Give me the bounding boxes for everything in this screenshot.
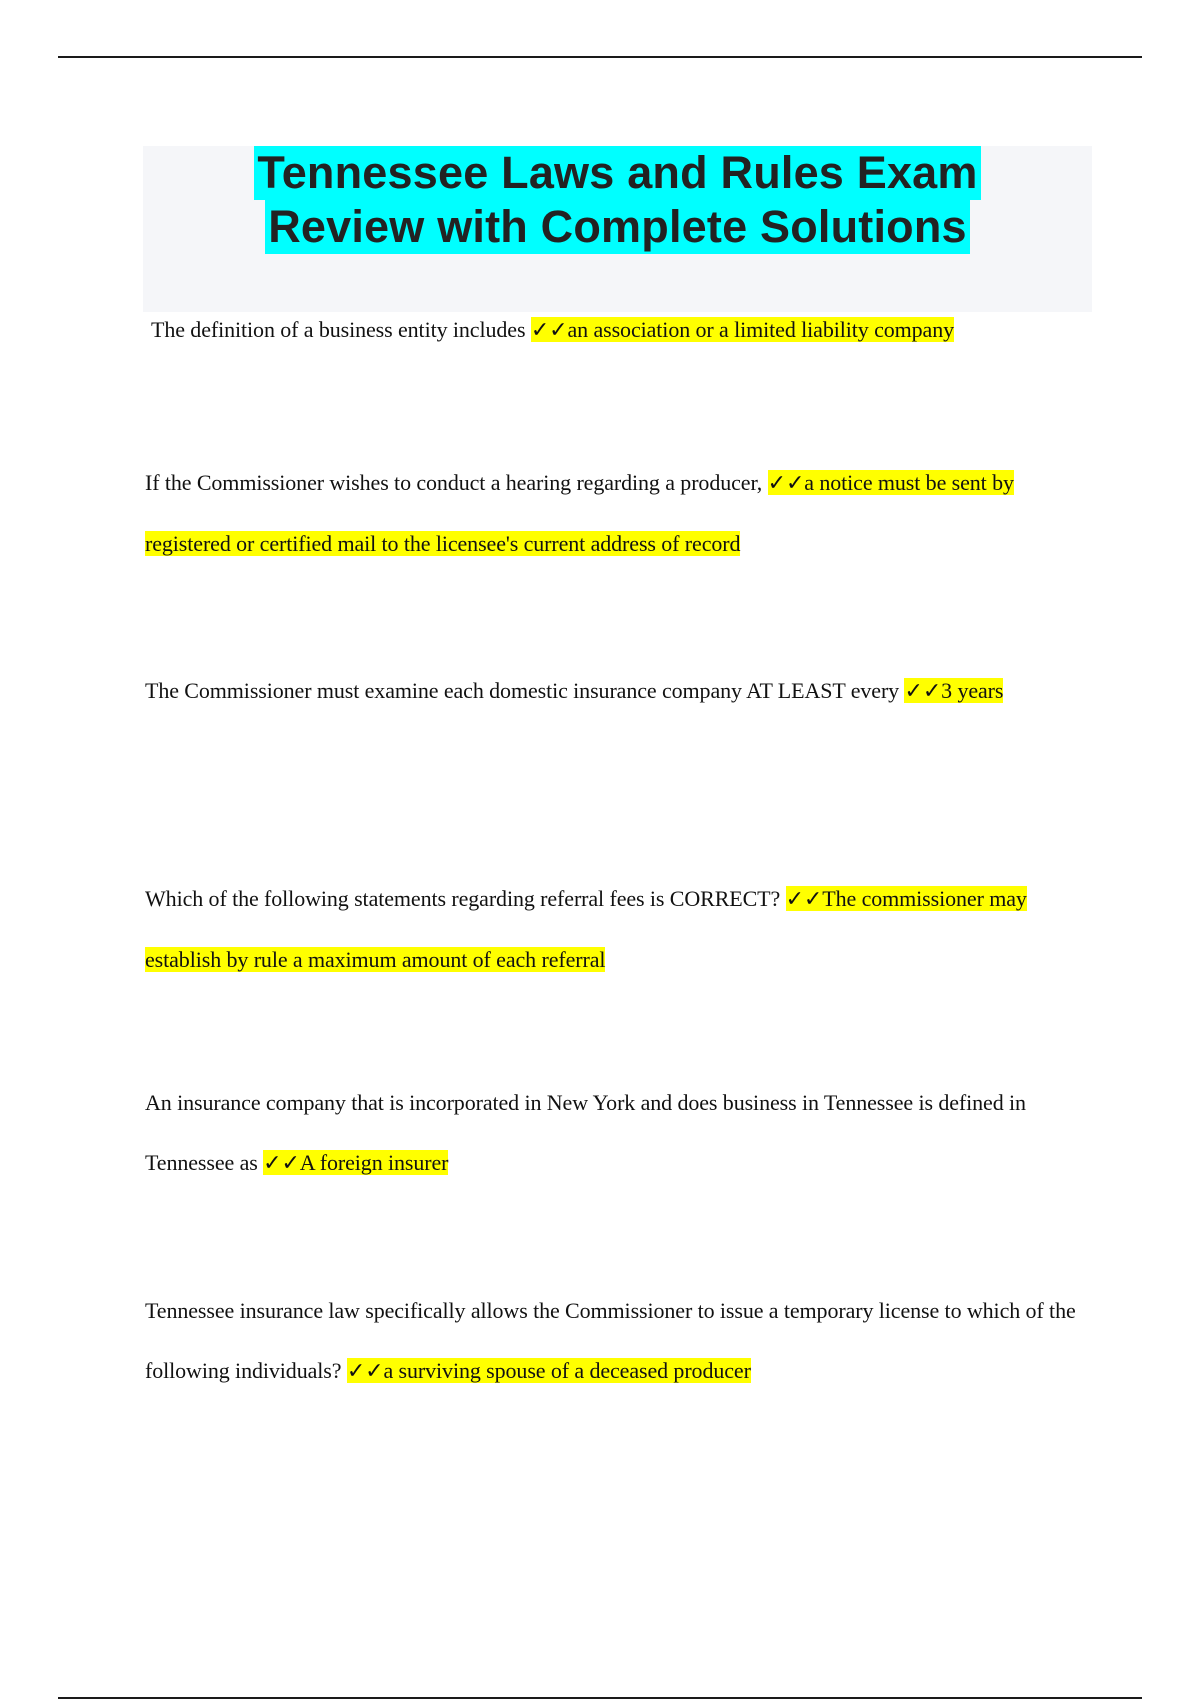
document-title-line-2: Review with Complete Solutions [265,200,970,254]
answer-highlight [531,317,954,342]
document-title-line-1: Tennessee Laws and Rules Exam [254,146,980,200]
answer-highlight [347,1358,751,1383]
double-check-icon: ✓✓ [263,1151,300,1176]
answer-text: A foreign insurer [299,1150,449,1175]
qa-item-4 [145,869,1085,990]
qa-item-2 [145,453,1085,574]
bottom-rule [58,1697,1142,1699]
question-text: An insurance company that is incorporated in New York and does business in Tennessee is defined in Tennessee as [145,1090,1026,1175]
question-text: Tennessee insurance law specifically allows the Commissioner to issue a temporary license to which of the following individuals? [145,1298,1076,1383]
double-check-icon: ✓✓ [904,679,942,704]
question-text: If the Commissioner wishes to conduct a hearing regarding a producer, [145,470,763,495]
answer-text: a notice must be sent by registered or certified mail to the licensee's current address of record [145,470,1014,556]
qa-item-5 [145,1073,1085,1194]
top-rule [58,56,1142,58]
title-block [143,146,1092,312]
double-check-icon: ✓✓ [346,1359,384,1384]
answer-text: an association or a limited liability company [567,317,955,342]
question-text: Which of the following statements regarding referral fees is CORRECT? [145,886,781,911]
answer-text: a surviving spouse of a deceased producer [383,1358,751,1383]
double-check-icon: ✓✓ [530,318,568,343]
qa-item-3 [145,661,1085,722]
question-text: The Commissioner must examine each domestic insurance company AT LEAST every [145,678,900,703]
question-text: The definition of a business entity includes [151,317,526,342]
double-check-icon: ✓✓ [767,471,805,496]
double-check-icon: ✓✓ [785,887,823,912]
qa-item-6 [145,1281,1085,1402]
qa-item-1 [151,300,1091,361]
answer-highlight [263,1150,448,1175]
answer-highlight [904,678,1003,703]
answer-text: 3 years [941,678,1004,703]
answer-text: The commissioner may establish by rule a maximum amount of each referral [145,886,1027,972]
